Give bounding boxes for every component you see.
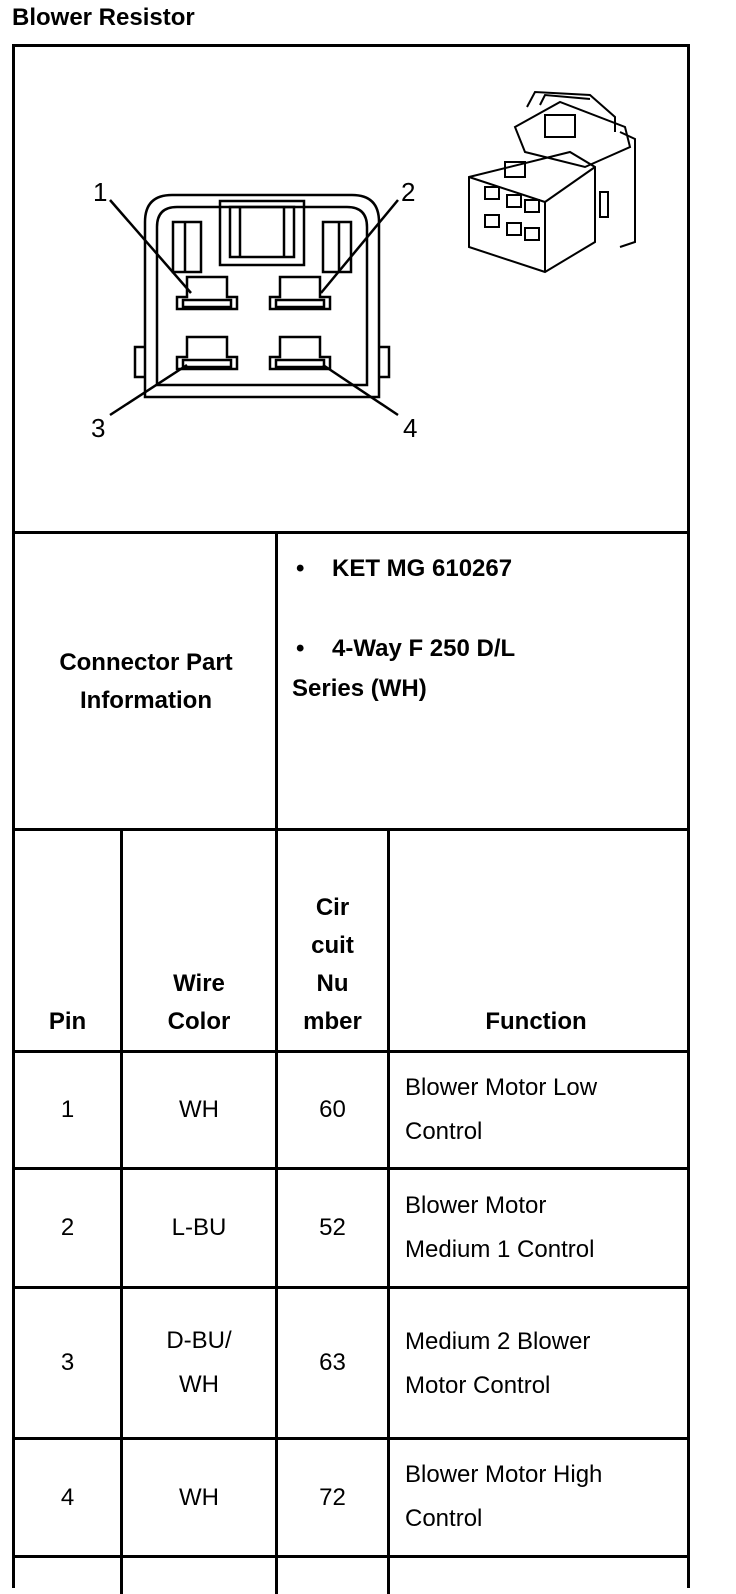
cell-pin: 4 <box>60 1483 75 1511</box>
connector-part-label-line2: Information <box>79 686 212 714</box>
cell-wire-color: WH <box>179 1483 219 1511</box>
divider <box>12 1555 690 1558</box>
terminal-cavity-4 <box>270 337 330 369</box>
leader-line-4 <box>323 365 398 415</box>
connector-part-label <box>15 535 277 828</box>
connector-face-diagram <box>15 47 687 533</box>
bullet: • <box>296 555 305 582</box>
pin-label-1: 1 <box>93 177 108 207</box>
header-wire-color: Wire Color <box>167 970 231 1035</box>
cell-circuit: 52 <box>319 1214 346 1241</box>
cell-function: Blower Motor Low Control <box>405 1074 598 1145</box>
leader-line-3 <box>110 365 187 415</box>
cell-pin: 2 <box>60 1214 75 1241</box>
part-info-item <box>292 549 682 589</box>
part-number: KET MG 610267 <box>332 555 513 582</box>
cell-pin: 1 <box>60 1096 75 1123</box>
pin-label-3: 3 <box>91 413 106 443</box>
cell-wire-color: WH <box>179 1096 219 1123</box>
leader-line-1 <box>110 200 191 293</box>
header-function: Function <box>485 1008 587 1035</box>
cell-function: Blower Motor High Control <box>405 1461 603 1532</box>
connector-part-label-line1: Connector Part <box>59 648 233 676</box>
cell-circuit: 60 <box>319 1096 346 1123</box>
cell-function: Blower Motor Medium 1 Control <box>405 1192 595 1263</box>
part-info-item <box>292 629 682 669</box>
connector-part-info <box>292 549 682 709</box>
terminal-cavity-1 <box>177 277 237 309</box>
connector-isometric-view <box>469 92 635 272</box>
cell-circuit: 72 <box>319 1483 346 1511</box>
pin-label-4: 4 <box>403 413 418 443</box>
part-series-line1: 4-Way F 250 D/L <box>332 635 516 662</box>
cell-wire-color: D-BU/ WH <box>166 1327 232 1398</box>
bullet: • <box>296 635 305 662</box>
page-title: Blower Resistor <box>12 4 195 31</box>
header-circuit-number: Cir cuit Nu mber <box>303 894 362 1035</box>
cell-wire-color: L-BU <box>171 1214 227 1241</box>
pin-label-2: 2 <box>401 177 416 207</box>
connector-face-outline <box>135 195 389 397</box>
part-series-line2: Series (WH) <box>292 675 427 702</box>
cell-circuit: 63 <box>319 1349 346 1376</box>
cell-function: Medium 2 Blower Motor Control <box>405 1328 591 1399</box>
cell-pin: 3 <box>60 1349 75 1376</box>
header-pin: Pin <box>48 1008 87 1035</box>
leader-line-2 <box>321 200 398 293</box>
